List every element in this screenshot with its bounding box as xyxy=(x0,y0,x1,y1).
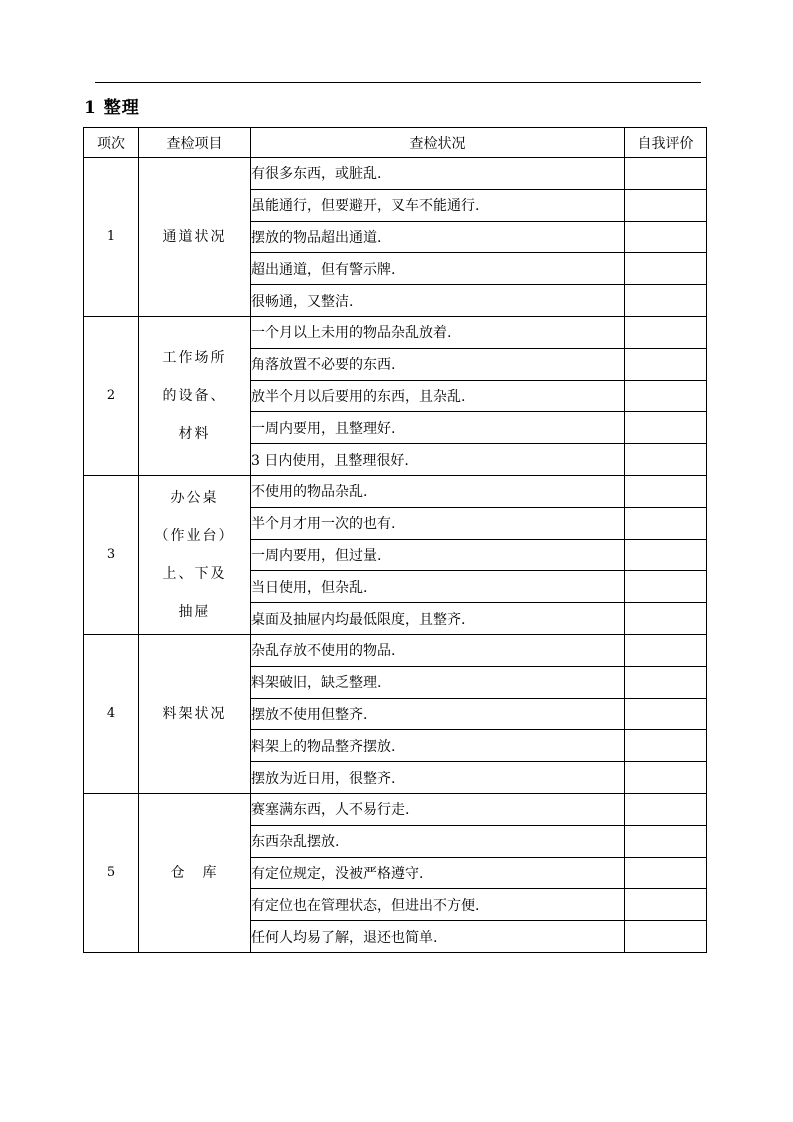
check-item-line: 仓 库 xyxy=(170,864,219,881)
table-header-row xyxy=(84,128,707,158)
check-status-cell: 半个月才用一次的也有. xyxy=(251,507,625,539)
check-status-cell: 虽能通行，但要避开，叉车不能通行. xyxy=(251,189,625,221)
check-item-line: 料架状况 xyxy=(162,705,227,722)
item-number-cell: 5 xyxy=(84,793,139,952)
self-eval-cell xyxy=(625,189,707,221)
check-item-cell xyxy=(139,793,251,952)
self-eval-cell xyxy=(625,444,707,476)
self-eval-cell xyxy=(625,380,707,412)
header-check-item: 查检项目 xyxy=(139,128,251,158)
page-title: 1 整理 xyxy=(84,98,140,118)
check-status-cell: 任何人均易了解，退还也简单. xyxy=(251,921,625,953)
table-row xyxy=(84,316,707,348)
table-row xyxy=(84,634,707,666)
check-table-body xyxy=(84,158,707,953)
check-item-line: 工作场所 xyxy=(162,349,227,366)
self-eval-cell xyxy=(625,221,707,253)
check-item-line: 的设备、 xyxy=(162,387,227,404)
self-eval-cell xyxy=(625,698,707,730)
check-table xyxy=(83,127,707,953)
check-item-cell xyxy=(139,634,251,793)
check-status-cell: 摆放为近日用，很整齐. xyxy=(251,762,625,794)
self-eval-cell xyxy=(625,253,707,285)
check-item-line: 办公桌 xyxy=(170,489,219,506)
check-status-cell: 桌面及抽屉内均最低限度，且整齐. xyxy=(251,603,625,635)
table-row xyxy=(84,475,707,507)
check-status-cell: 放半个月以后要用的东西，且杂乱. xyxy=(251,380,625,412)
check-item-line: （作业台） xyxy=(154,527,235,544)
self-eval-cell xyxy=(625,889,707,921)
check-status-cell: 料架上的物品整齐摆放. xyxy=(251,730,625,762)
check-item-line: 材料 xyxy=(178,425,211,442)
check-status-cell: 摆放不使用但整齐. xyxy=(251,698,625,730)
self-eval-cell xyxy=(625,507,707,539)
self-eval-cell xyxy=(625,603,707,635)
check-status-cell: 当日使用，但杂乱. xyxy=(251,571,625,603)
check-status-cell: 一周内要用，且整理好. xyxy=(251,412,625,444)
header-rule xyxy=(95,82,701,83)
check-status-cell: 一个月以上未用的物品杂乱放着. xyxy=(251,316,625,348)
self-eval-cell xyxy=(625,539,707,571)
check-item-line: 通道状况 xyxy=(162,228,227,245)
check-item-line: 抽屉 xyxy=(178,603,211,620)
item-number-cell: 2 xyxy=(84,316,139,475)
check-status-cell: 有定位规定，没被严格遵守. xyxy=(251,857,625,889)
table-row xyxy=(84,158,707,190)
item-number-cell: 4 xyxy=(84,634,139,793)
header-check-status: 查检状况 xyxy=(251,128,625,158)
self-eval-cell xyxy=(625,348,707,380)
check-status-cell: 东西杂乱摆放. xyxy=(251,825,625,857)
check-status-cell: 有定位也在管理状态，但进出不方便. xyxy=(251,889,625,921)
item-number-cell: 1 xyxy=(84,158,139,317)
check-item-cell xyxy=(139,158,251,317)
check-status-cell: 摆放的物品超出通道. xyxy=(251,221,625,253)
check-status-cell: 不使用的物品杂乱. xyxy=(251,475,625,507)
self-eval-cell xyxy=(625,571,707,603)
check-status-cell: 很畅通，又整洁. xyxy=(251,285,625,317)
check-status-cell: 有很多东西，或脏乱. xyxy=(251,158,625,190)
self-eval-cell xyxy=(625,825,707,857)
check-item-cell xyxy=(139,316,251,475)
item-number-cell: 3 xyxy=(84,475,139,634)
check-status-cell: 杂乱存放不使用的物品. xyxy=(251,634,625,666)
self-eval-cell xyxy=(625,857,707,889)
check-item-cell xyxy=(139,475,251,634)
self-eval-cell xyxy=(625,730,707,762)
self-eval-cell xyxy=(625,475,707,507)
check-status-cell: 一周内要用，但过量. xyxy=(251,539,625,571)
check-status-cell: 超出通道，但有警示牌. xyxy=(251,253,625,285)
self-eval-cell xyxy=(625,158,707,190)
header-self-eval: 自我评价 xyxy=(625,128,707,158)
self-eval-cell xyxy=(625,793,707,825)
self-eval-cell xyxy=(625,666,707,698)
check-status-cell: 3 日内使用，且整理很好. xyxy=(251,444,625,476)
table-row xyxy=(84,793,707,825)
self-eval-cell xyxy=(625,285,707,317)
check-item-line: 上、下及 xyxy=(162,565,227,582)
self-eval-cell xyxy=(625,412,707,444)
self-eval-cell xyxy=(625,921,707,953)
check-status-cell: 角落放置不必要的东西. xyxy=(251,348,625,380)
header-item-number: 项次 xyxy=(84,128,139,158)
self-eval-cell xyxy=(625,634,707,666)
self-eval-cell xyxy=(625,762,707,794)
check-status-cell: 赛塞满东西，人不易行走. xyxy=(251,793,625,825)
check-status-cell: 料架破旧，缺乏整理. xyxy=(251,666,625,698)
self-eval-cell xyxy=(625,316,707,348)
